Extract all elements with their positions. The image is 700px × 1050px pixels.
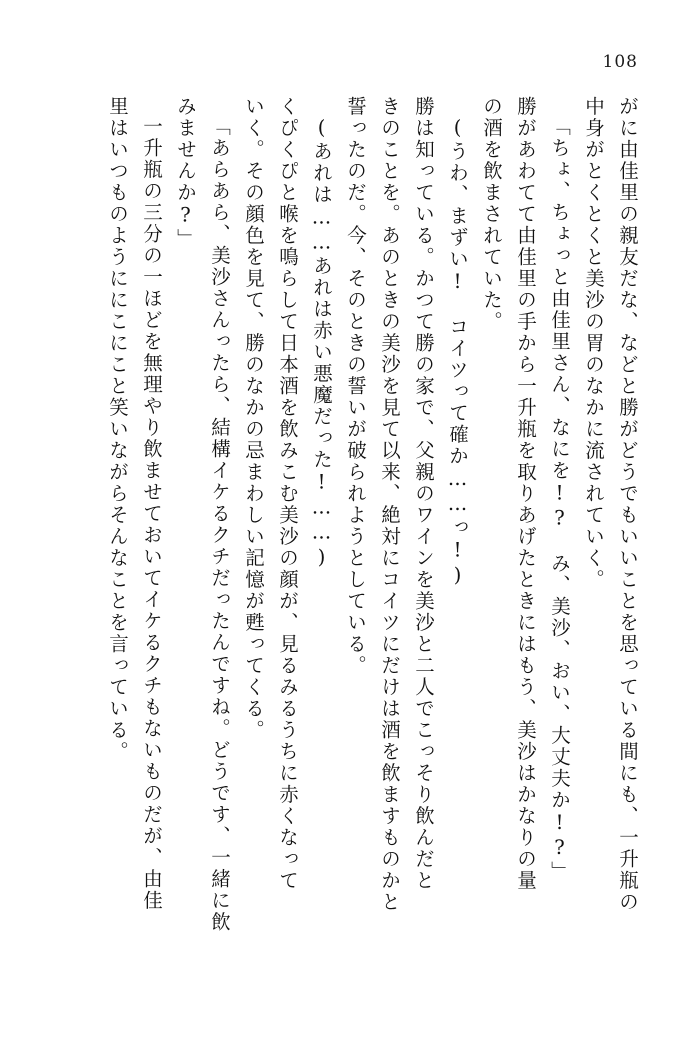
text-line: いく。その顔色を見て、勝のなかの忌まわしい記憶が甦ってくる。	[242, 96, 265, 741]
text-line: きのことを。あのときの美沙を見て以来、絶対にコイツにだけは酒を飲ますものかと	[378, 96, 401, 913]
text-line: の酒を飲まされていた。	[480, 96, 503, 333]
text-line: がに由佳里の親友だな、などと勝がどうでもいいことを思っている間にも、一升瓶の	[616, 96, 639, 913]
text-line: みませんか?」	[174, 96, 197, 250]
text-line: 里はいつものようににこにこと笑いながらそんなことを言っている。	[106, 96, 129, 763]
text-line: 「あらあら、美沙さんったら、結構イケるクチだったんですね。どうです、一緒に飲	[208, 116, 231, 933]
text-line: くぴくぴと喉を鳴らして日本酒を飲みこむ美沙の顔が、見るみるうちに赤くなって	[276, 96, 299, 892]
text-line: 誓ったのだ。今、そのときの誓いが破られようとしている。	[344, 96, 367, 677]
text-line: 勝があわてて由佳里の手から一升瓶を取りあげたときにはもう、美沙はかなりの量	[514, 96, 537, 892]
page-number: 108	[602, 52, 638, 72]
text-line: 中身がとくとくと美沙の胃のなかに流されていく。	[582, 96, 605, 591]
text-line: 一升瓶の三分の一ほどを無理やり飲ませておいてイケるクチもないものだが、由佳	[140, 116, 163, 912]
text-line: (うわ、まずい! コイツって確か……っ!)	[446, 116, 469, 589]
text-line: 「ちょ、ちょっと由佳里さん、なにを!? み、美沙、おい、大丈夫か!?」	[548, 116, 571, 883]
text-line: 勝は知っている。かつて勝の家で、父親のワインを美沙と二人でこっそり飲んだと	[412, 96, 435, 892]
page-text-body	[52, 96, 644, 976]
text-line: (あれは……あれは赤い悪魔だった!……)	[310, 116, 333, 571]
